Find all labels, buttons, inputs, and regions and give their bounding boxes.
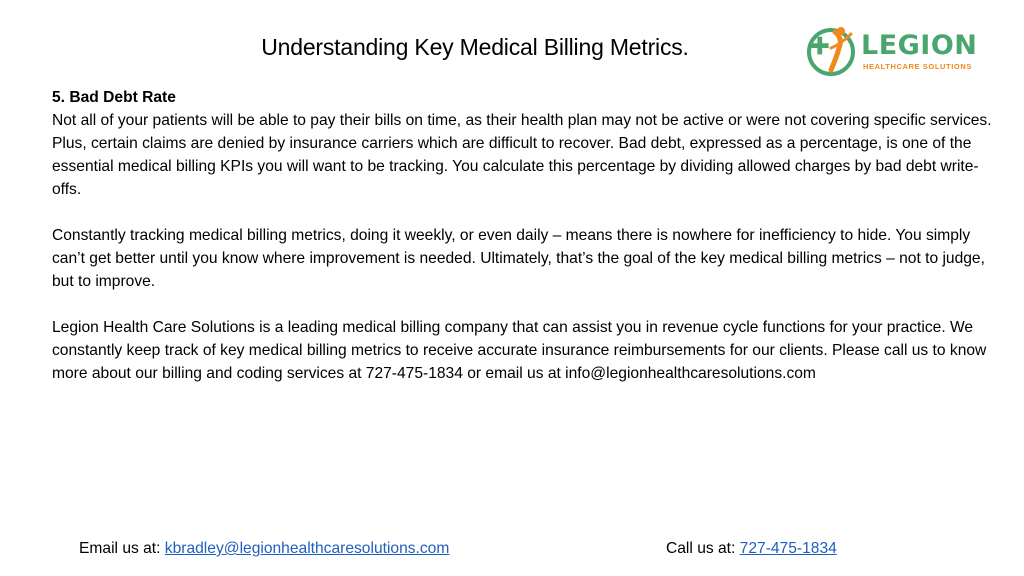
slide-title: Understanding Key Medical Billing Metrics. — [261, 34, 689, 60]
legion-emblem-icon — [805, 22, 859, 82]
paragraph-company: Legion Health Care Solutions is a leading medical billing company that can assist you in revenue cycle functions for your practice. We constantly keep track of key medical billing metrics to receive accurate insurance reimbursements for our clients. Please call us to know more about our billing and coding services at 727-475-1834 or email us at info@legionhealthcaresolutions.com — [52, 319, 987, 382]
legion-logo — [805, 22, 985, 82]
section-heading: 5. Bad Debt Rate — [52, 89, 176, 106]
paragraph-bad-debt: Not all of your patients will be able to pay their bills on time, as their health plan may not be active or were not covering specific services. Plus, certain claims are denied by insurance carriers which are difficult to recover. Bad debt, expressed as a percentage, is one of the essential medical billing KPIs you will want to be tracking. You calculate this percentage by dividing allowed charges by bad debt write-offs. — [52, 112, 992, 198]
logo-wordmark: LEGION — [861, 30, 978, 61]
phone-link[interactable]: 727-475-1834 — [739, 540, 837, 557]
paragraph-tracking: Constantly tracking medical billing metrics, doing it weekly, or even daily – means there is nowhere for inefficiency to hide. You simply can’t get better until you know where improvement is needed. Ultimately, that’s the goal of the key medical billing metrics – not to judge, but to improve. — [52, 227, 985, 290]
slide-body — [52, 86, 997, 408]
footer-call — [666, 540, 837, 558]
section-one — [52, 86, 997, 201]
email-link[interactable]: kbradley@legionhealthcaresolutions.com — [164, 540, 450, 557]
footer-email — [79, 540, 449, 558]
email-label: Email us at: — [79, 540, 165, 557]
call-label: Call us at: — [666, 540, 740, 557]
logo-tagline: HEALTHCARE SOLUTIONS — [863, 62, 972, 71]
